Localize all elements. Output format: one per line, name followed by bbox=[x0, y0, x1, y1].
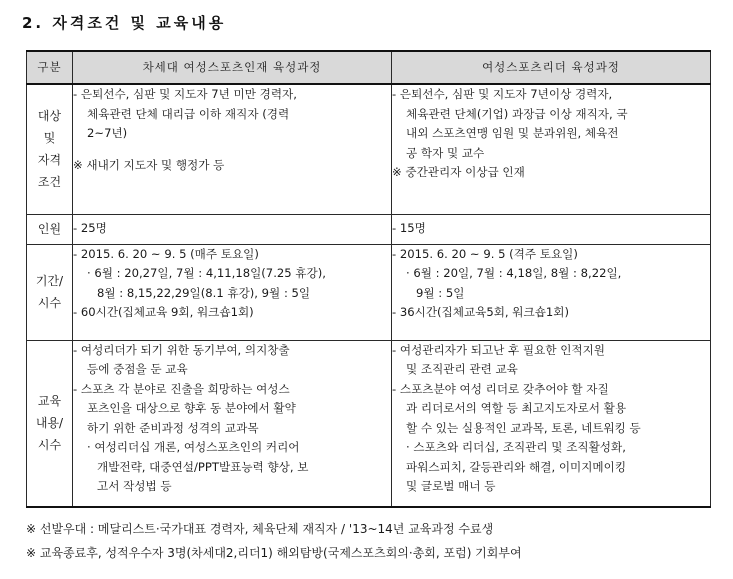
text-line: 내외 스포츠연맹 임원 및 분과위원, 체육전 bbox=[406, 126, 619, 140]
text-line: · 6월 : 20,27일, 7월 : 4,11,18일(7.25 휴강), bbox=[87, 266, 326, 280]
row-headcount bbox=[27, 214, 711, 244]
text-line: - 여성관리자가 되고난 후 필요한 인적지원 bbox=[392, 342, 606, 357]
row-period bbox=[27, 244, 711, 340]
text-line: - 은퇴선수, 심판 및 지도자 7년이상 경력자, bbox=[392, 87, 613, 101]
text-line: - 스포츠분야 여성 리더로 갖추어야 할 자질 bbox=[392, 381, 609, 396]
cell-eligibility-next-generation bbox=[73, 84, 392, 214]
cell-curriculum-next-generation bbox=[73, 340, 392, 507]
text-line: 포츠인을 대상으로 향후 동 분야에서 활약 bbox=[87, 401, 296, 415]
cell-curriculum-leader bbox=[392, 340, 711, 507]
text-line: 2~7년) bbox=[87, 126, 128, 140]
text-line: - 15명 bbox=[392, 221, 426, 236]
text-line: 할 수 있는 실용적인 교과목, 토론, 네트워킹 등 bbox=[406, 420, 641, 435]
cell-headcount-next-generation bbox=[73, 214, 392, 244]
text-line: 및 글로벌 매너 등 bbox=[406, 479, 496, 493]
row-label-curriculum: 교육 내용/ 시수 bbox=[27, 340, 73, 507]
text-line: 및 조직관리 관련 교육 bbox=[406, 362, 518, 376]
text-line: - 2015. 6. 20 ~ 9. 5 (격주 토요일) bbox=[392, 246, 578, 261]
cell-headcount-leader bbox=[392, 214, 711, 244]
text-line: - 스포츠 각 분야로 진출을 희망하는 여성스 bbox=[73, 381, 290, 396]
text-line: - 25명 bbox=[73, 221, 107, 236]
text-line: · 6월 : 20일, 7월 : 4,18일, 8월 : 8,22일, bbox=[406, 266, 622, 280]
text-line: 공 학자 및 교수 bbox=[406, 145, 485, 160]
cell-period-leader bbox=[392, 244, 711, 340]
text-line: - 2015. 6. 20 ~ 9. 5 (매주 토요일) bbox=[73, 246, 259, 261]
footnotes bbox=[26, 517, 522, 565]
text-line: - 은퇴선수, 심판 및 지도자 7년 미만 경력자, bbox=[73, 87, 297, 101]
text-line: 개발전략, 대중연설/PPT발표능력 향상, 보 bbox=[97, 459, 309, 474]
header-leader-course: 여성스포츠리더 육성과정 bbox=[392, 51, 711, 84]
text-line: 고서 작성법 등 bbox=[97, 479, 172, 493]
section-heading: 2. 자격조건 및 교육내용 bbox=[22, 14, 227, 32]
text-line: - 여성리더가 되기 위한 동기부여, 의지창출 bbox=[73, 342, 290, 357]
footnote-overseas-tour: ※ 교육종료후, 성적우수자 3명(차세대2,리더1) 해외탐방(국제스포츠회의·총회, 포럼) 기회부여 bbox=[26, 546, 522, 560]
text-line: · 스포츠와 리더십, 조직관리 및 조직활성화, bbox=[406, 440, 626, 454]
text-line: 파워스피치, 갈등관리와 해결, 이미지메이킹 bbox=[406, 459, 627, 474]
header-next-generation-course: 차세대 여성스포츠인재 육성과정 bbox=[73, 51, 392, 84]
text-line: 등에 중점을 둔 교육 bbox=[87, 362, 188, 376]
footnote-selection-priority: ※ 선발우대 : 메달리스트·국가대표 경력자, 체육단체 재직자 / '13~14년 교육과정 수료생 bbox=[26, 522, 494, 536]
text-line: 체육관련 단체(기업) 과장급 이상 재직자, 국 bbox=[406, 106, 628, 121]
row-label-headcount: 인원 bbox=[27, 214, 73, 244]
cell-period-next-generation bbox=[73, 244, 392, 340]
text-line: 과 리더로서의 역할 등 최고지도자로서 활용 bbox=[406, 401, 627, 415]
text-line: 체육관련 단체 대리급 이하 재직자 (경력 bbox=[87, 106, 290, 121]
note-line: ※ 중간관리자 이상급 인재 bbox=[392, 165, 525, 179]
text-line: · 여성리더십 개론, 여성스포츠인의 커리어 bbox=[87, 440, 300, 454]
qualification-table bbox=[26, 50, 711, 508]
text-line: - 60시간(집체교육 9회, 워크숍1회) bbox=[73, 305, 254, 319]
cell-eligibility-leader bbox=[392, 84, 711, 214]
note-line: ※ 새내기 지도자 및 행정가 등 bbox=[73, 157, 225, 172]
text-line: - 36시간(집체교육5회, 워크숍1회) bbox=[392, 305, 569, 319]
header-category: 구분 bbox=[27, 51, 73, 84]
row-eligibility bbox=[27, 84, 711, 214]
text-line: 8월 : 8,15,22,29일(8.1 휴강), 9월 : 5일 bbox=[97, 285, 311, 300]
text-line: 하기 위한 준비과정 성격의 교과목 bbox=[87, 420, 259, 435]
text-line: 9월 : 5일 bbox=[416, 285, 465, 300]
row-label-period: 기간/ 시수 bbox=[27, 244, 73, 340]
table-header-row bbox=[27, 51, 711, 84]
row-curriculum bbox=[27, 340, 711, 507]
row-label-eligibility: 대상 및 자격 조건 bbox=[27, 84, 73, 214]
